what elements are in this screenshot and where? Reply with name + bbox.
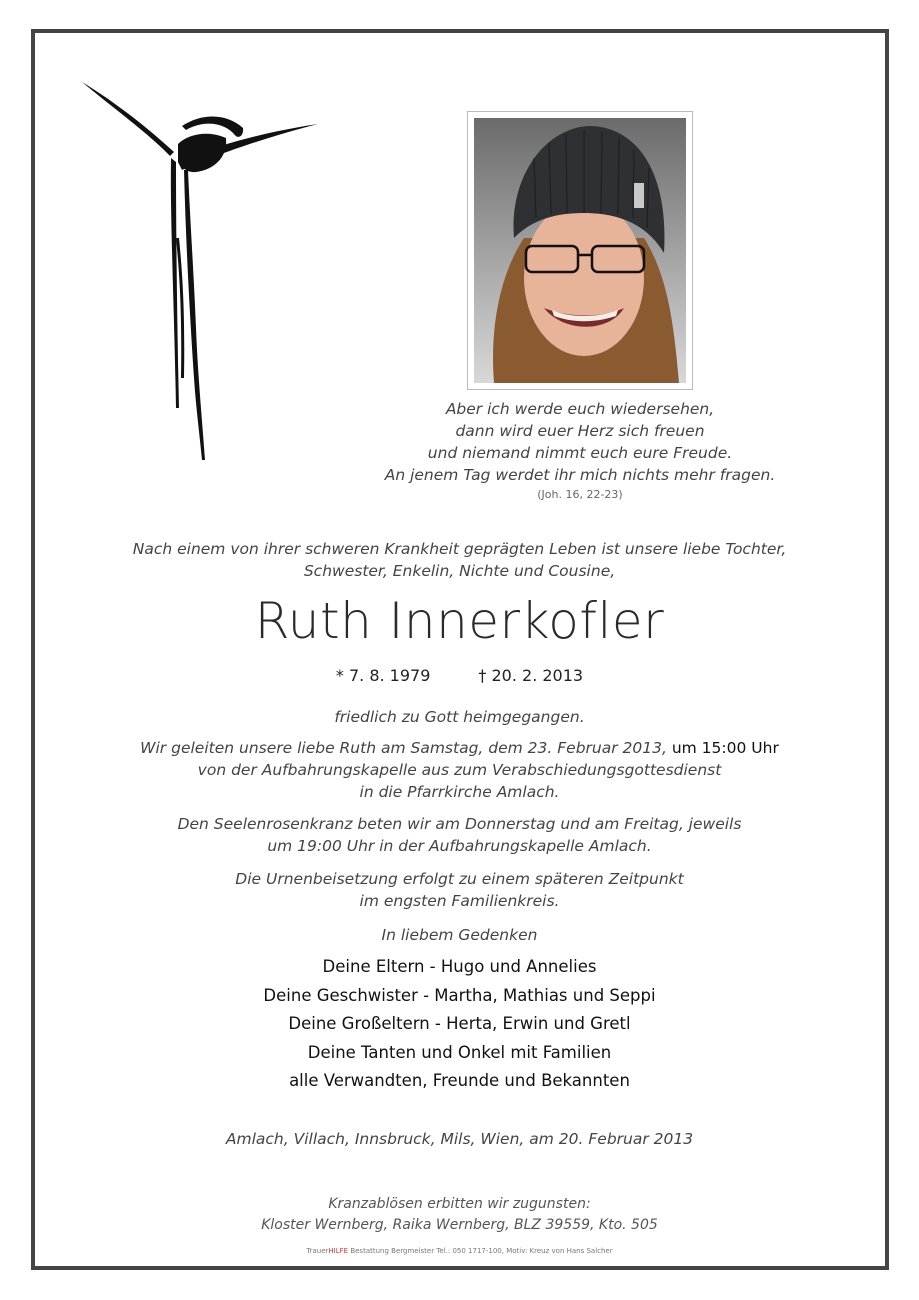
life-dates <box>0 666 919 685</box>
family-line: Deine Tanten und Onkel mit Familien <box>307 1042 612 1062</box>
funeral-line: in die Pfarrkirche Amlach. <box>359 783 560 801</box>
portrait-photo <box>474 118 686 383</box>
memory-heading: In liebem Gedenken <box>381 926 538 944</box>
quote-line: und niemand nimmt euch eure Freude. <box>427 444 733 462</box>
funeral-text <box>0 737 919 803</box>
funeral-line <box>0 737 919 759</box>
family-line: Deine Geschwister - Martha, Mathias und Seppi <box>263 985 656 1005</box>
place-date: Amlach, Villach, Innsbruck, Mils, Wien, am 20. Februar 2013 <box>225 1130 694 1148</box>
quote-reference: (Joh. 16, 22-23) <box>537 488 623 501</box>
intro-line: Schwester, Enkelin, Nichte und Cousine, <box>303 562 616 580</box>
crucifix-icon <box>78 78 323 463</box>
rosary-line: Den Seelenrosenkranz beten wir am Donnerstag und am Freitag, jeweils <box>177 815 742 833</box>
rosary-text <box>0 813 919 857</box>
intro-line: Nach einem von ihrer schweren Krankheit geprägten Leben ist unsere liebe Tochter, <box>132 540 787 558</box>
family-line: alle Verwandten, Freunde und Bekannten <box>289 1071 630 1091</box>
rosary-line: um 19:00 Uhr in der Aufbahrungskapelle Amlach. <box>267 837 652 855</box>
urn-line: im engsten Familienkreis. <box>359 892 560 910</box>
funeral-time: um 15:00 Uhr <box>671 739 779 757</box>
family-list <box>0 953 919 1096</box>
footer-credit <box>0 1247 919 1255</box>
urn-line: Die Urnenbeisetzung erfolgt zu einem späteren Zeitpunkt <box>235 870 684 888</box>
intro-text <box>0 538 919 582</box>
quote-line: Aber ich werde euch wiedersehen, <box>445 400 715 418</box>
funeral-line: von der Aufbahrungskapelle aus zum Verabschiedungsgottesdienst <box>197 761 722 779</box>
bible-quote <box>300 398 860 504</box>
deceased-name: Ruth Innerkofler <box>254 592 665 650</box>
funeral-line-start: Wir geleiten unsere liebe Ruth am Samstag, dem 23. Februar 2013, <box>140 739 672 757</box>
quote-line: An jenem Tag werdet ihr mich nichts mehr fragen. <box>384 466 776 484</box>
urn-text <box>0 868 919 912</box>
birth-date: * 7. 8. 1979 <box>335 666 431 685</box>
flowers-note <box>0 1194 919 1236</box>
passed-text: friedlich zu Gott heimgegangen. <box>334 708 585 726</box>
footer-brand-a: Trauer <box>306 1247 329 1255</box>
flowers-line: Kloster Wernberg, Raika Wernberg, BLZ 39559, Kto. 505 <box>261 1217 658 1233</box>
footer-brand-b: HILFE <box>328 1247 349 1255</box>
flowers-line: Kranzablösen erbitten wir zugunsten: <box>328 1196 591 1212</box>
family-line: Deine Großeltern - Herta, Erwin und Gretl <box>288 1014 631 1034</box>
quote-line: dann wird euer Herz sich freuen <box>455 422 705 440</box>
portrait-frame <box>467 111 693 390</box>
family-line: Deine Eltern - Hugo und Annelies <box>322 957 597 976</box>
footer-rest: Bestattung Bergmeister Tel.: 050 1717-100, Motiv: Kreuz von Hans Salcher <box>348 1247 613 1255</box>
death-date: † 20. 2. 2013 <box>478 666 584 685</box>
